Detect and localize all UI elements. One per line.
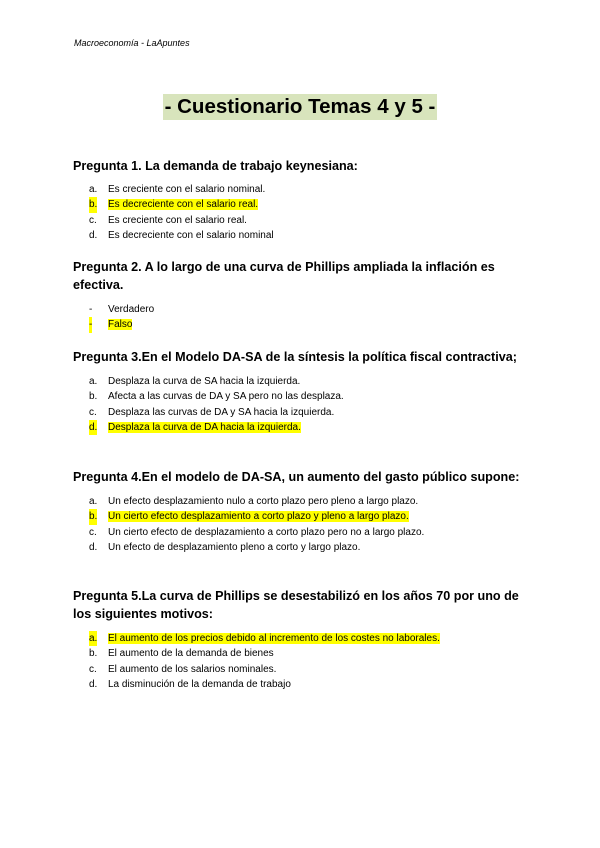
option-text: Un cierto efecto de desplazamiento a corto plazo pero no a largo plazo. [108, 526, 425, 538]
option-marker: b. [89, 509, 97, 524]
question-4 [73, 468, 533, 555]
option-5b [73, 646, 533, 661]
option-2b [73, 317, 533, 332]
option-1b [73, 197, 533, 212]
option-marker: c. [89, 526, 97, 538]
option-text: Desplaza las curvas de DA y SA hacia la izquierda. [108, 406, 335, 418]
option-marker: b. [89, 197, 97, 212]
option-text: Un efecto de desplazamiento pleno a corto y largo plazo. [108, 541, 361, 553]
option-2a [73, 302, 533, 317]
option-text: Es decreciente con el salario nominal [108, 229, 274, 241]
option-text: Es creciente con el salario real. [108, 214, 247, 226]
option-marker: b. [89, 391, 98, 403]
option-1a [73, 182, 533, 197]
question-4-title: Pregunta 4.En el modelo de DA-SA, un aumento del gasto público supone: [73, 470, 520, 484]
option-4a [73, 494, 533, 509]
option-text: Falso [108, 319, 133, 331]
option-text: El aumento de los salarios nominales. [108, 663, 277, 675]
option-marker: a. [89, 631, 97, 646]
option-marker: d. [89, 420, 97, 435]
option-text: Un efecto desplazamiento nulo a corto plazo pero pleno a largo plazo. [108, 496, 419, 507]
question-3-options [73, 374, 533, 435]
question-5-options [73, 631, 533, 692]
question-1-options [73, 182, 533, 243]
option-marker: - [89, 304, 93, 315]
question-4-options [73, 494, 533, 555]
option-marker: a. [89, 184, 98, 195]
option-text: Desplaza la curva de DA hacia la izquierda. [108, 421, 301, 433]
option-3b [73, 389, 533, 404]
option-marker: - [89, 317, 92, 332]
option-1d [73, 228, 533, 243]
question-1-title: Pregunta 1. La demanda de trabajo keynesiana: [73, 159, 358, 173]
question-5-title: Pregunta 5.La curva de Phillips se desestabilizó en los años 70 por uno de los siguientes motivos: [73, 589, 519, 621]
option-text: Afecta a las curvas de DA y SA pero no las desplaza. [108, 391, 344, 403]
option-text: Desplaza la curva de SA hacia la izquierda. [108, 376, 301, 387]
option-marker: d. [89, 541, 98, 553]
question-2-options [73, 302, 533, 333]
option-4b [73, 509, 533, 524]
option-text: La disminución de la demanda de trabajo [108, 678, 291, 690]
option-marker: c. [89, 406, 97, 418]
option-marker: c. [89, 663, 97, 675]
question-3 [73, 348, 533, 435]
option-marker: a. [89, 376, 98, 387]
option-text: Es creciente con el salario nominal. [108, 184, 266, 195]
document-title: - Cuestionario Temas 4 y 5 - [164, 95, 436, 118]
title-wrap [0, 94, 600, 120]
option-5d [73, 677, 533, 692]
question-1 [73, 157, 533, 243]
header-note: Macroeconomía - LaApuntes [74, 38, 190, 48]
question-5 [73, 587, 533, 692]
option-marker: a. [89, 496, 98, 507]
option-4c [73, 525, 533, 540]
question-2 [73, 258, 533, 333]
option-5a [73, 631, 533, 646]
question-3-title: Pregunta 3.En el Modelo DA-SA de la síntesis la política fiscal contractiva; [73, 350, 517, 364]
option-5c [73, 662, 533, 677]
option-marker: b. [89, 648, 98, 660]
option-text: Verdadero [108, 304, 155, 315]
option-3c [73, 405, 533, 420]
option-text: Un cierto efecto desplazamiento a corto plazo y pleno a largo plazo. [108, 511, 409, 523]
option-text: Es decreciente con el salario real. [108, 199, 259, 211]
option-text: El aumento de los precios debido al incremento de los costes no laborales. [108, 633, 440, 644]
option-marker: d. [89, 229, 98, 241]
option-4d [73, 540, 533, 555]
question-2-title: Pregunta 2. A lo largo de una curva de Phillips ampliada la inflación es efectiva. [73, 260, 495, 292]
option-marker: c. [89, 214, 97, 226]
option-3a [73, 374, 533, 389]
option-marker: d. [89, 678, 98, 690]
option-3d [73, 420, 533, 435]
option-1c [73, 213, 533, 228]
option-text: El aumento de la demanda de bienes [108, 648, 274, 660]
